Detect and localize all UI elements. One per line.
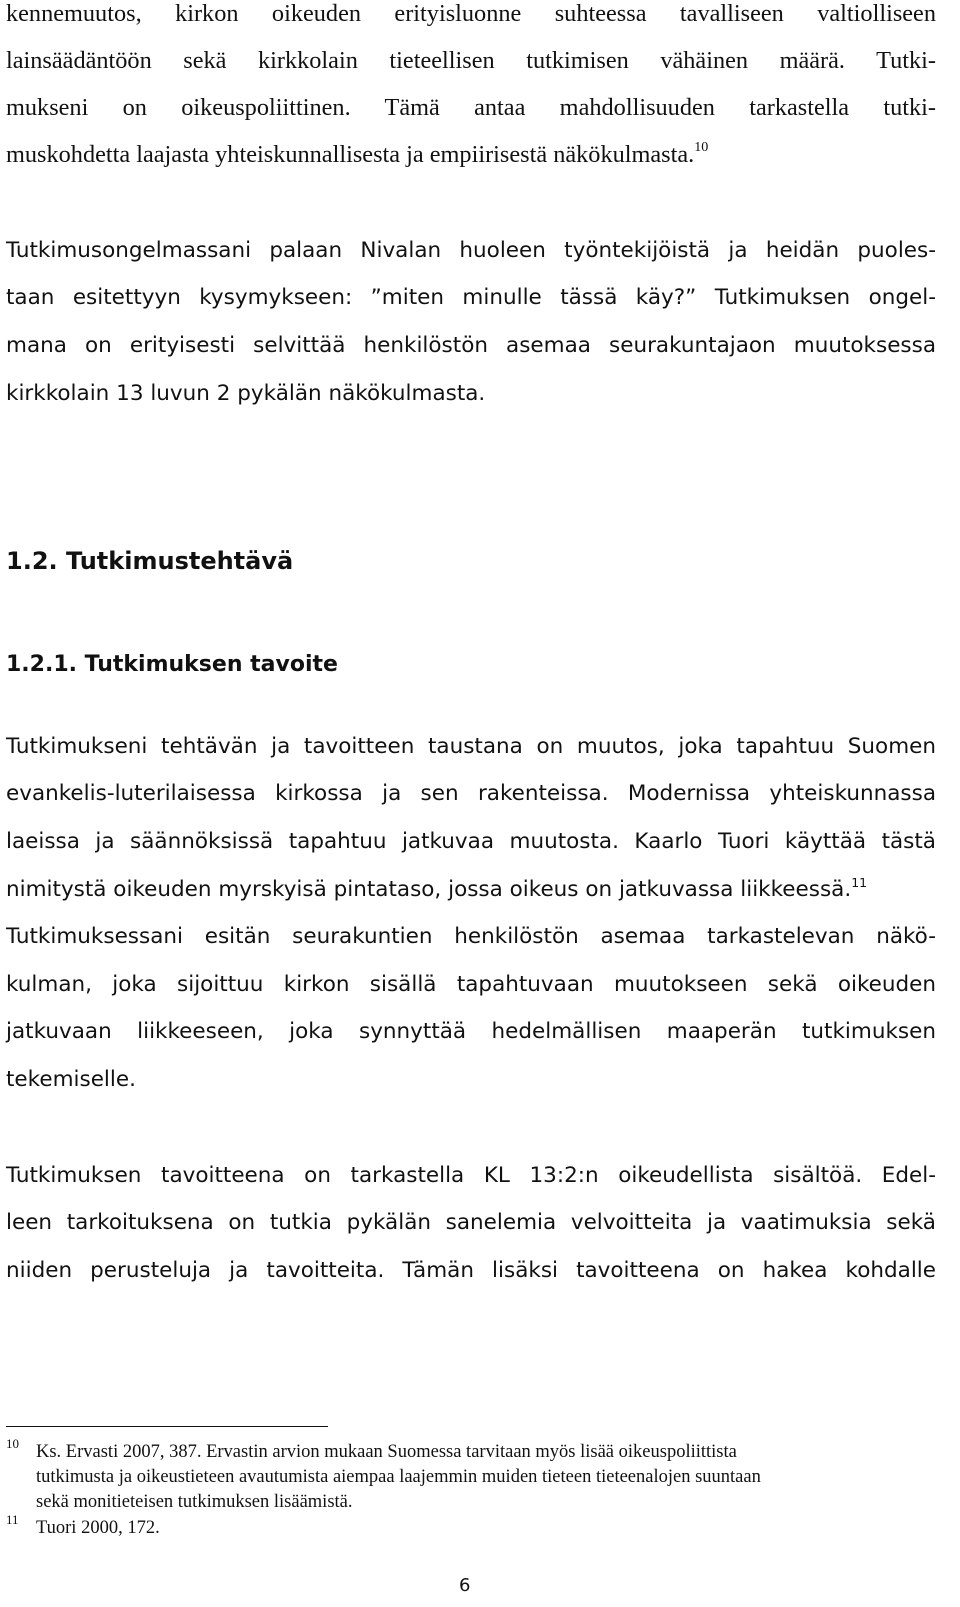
footnote-separator: [6, 1426, 328, 1427]
footnote-10-line-1: Ks. Ervasti 2007, 387. Ervastin arvion mukaan Suomessa tarvitaan myös lisää oikeuspoliittista: [36, 1442, 737, 1462]
intro-line-2: lainsäädäntöön sekä kirkkolain tieteellisen tutkimisen vähäinen määrä. Tutki-: [6, 47, 936, 74]
problem-line-1: Tutkimusongelmassani palaan Nivalan huoleen työntekijöistä ja heidän puoles-: [6, 238, 936, 263]
intro-line-3: mukseni on oikeuspoliittinen. Tämä antaa mahdollisuuden tarkastella tutki-: [6, 94, 936, 121]
aim-line-3: niiden perusteluja ja tavoitteita. Tämän lisäksi tavoitteena on hakea kohdalle: [6, 1258, 936, 1283]
page-number: 6: [459, 1575, 471, 1596]
problem-line-3: mana on erityisesti selvittää henkilöstön asemaa seurakuntajaon muutoksessa: [6, 333, 936, 358]
footnote-number: 10: [6, 1436, 19, 1451]
aim-line-1: Tutkimuksen tavoitteena on tarkastella KL 13:2:n oikeudellista sisältöä. Edel-: [6, 1163, 936, 1188]
problem-line-4: kirkkolain 13 luvun 2 pykälän näkökulmasta.: [6, 381, 486, 406]
goal-line-2: evankelis-luterilaisessa kirkossa ja sen rakenteissa. Modernissa yhteiskunnassa: [6, 781, 936, 806]
goal-line-6: kulman, joka sijoittuu kirkon sisällä tapahtuvaan muutokseen sekä oikeuden: [6, 972, 936, 997]
goal-line-5: Tutkimuksessani esitän seurakuntien henkilöstön asemaa tarkastelevan näkö-: [6, 924, 936, 949]
footnote-ref-10: 10: [694, 139, 709, 156]
intro-line-4: [6, 139, 936, 168]
goal-line-1: Tutkimukseni tehtävän ja tavoitteen taustana on muutos, joka tapahtuu Suomen: [6, 734, 936, 759]
intro-line-4-text: muskohdetta laajasta yhteiskunnallisesta ja empiirisestä näkökulmasta.: [6, 141, 695, 168]
aim-line-2: leen tarkoituksena on tutkia pykälän sanelemia velvoitteita ja vaatimuksia sekä: [6, 1210, 936, 1235]
subsection-heading: 1.2.1. Tutkimuksen tavoite: [6, 652, 338, 677]
goal-line-7: jatkuvaan liikkeeseen, joka synnyttää hedelmällisen maaperän tutkimuksen: [6, 1019, 936, 1044]
goal-line-4: [6, 874, 936, 902]
footnote-11-line-1: Tuori 2000, 172.: [36, 1518, 160, 1538]
section-heading: 1.2. Tutkimustehtävä: [6, 547, 294, 575]
goal-line-8: tekemiselle.: [6, 1067, 136, 1092]
footnote-ref-11: 11: [851, 874, 868, 890]
footnote-number: 11: [6, 1512, 19, 1527]
goal-line-3: laeissa ja säännöksissä tapahtuu jatkuvaa muutosta. Kaarlo Tuori käyttää tästä: [6, 829, 936, 854]
footnote-10-line-2: tutkimusta ja oikeustieteen avautumista aiempaa laajemmin muiden tieteen tieteenalojen suuntaan: [36, 1467, 761, 1487]
intro-line-1: kennemuutos, kirkon oikeuden erityisluonne suhteessa tavalliseen valtiolliseen: [6, 0, 936, 27]
problem-line-2: taan esitettyyn kysymykseen: ”miten minulle tässä käy?” Tutkimuksen ongel-: [6, 285, 936, 310]
footnote-10-line-3: sekä monitieteisen tutkimuksen lisäämistä.: [36, 1492, 353, 1512]
goal-line-4-text: nimitystä oikeuden myrskyisä pintataso, jossa oikeus on jatkuvassa liikkeessä.: [6, 877, 852, 902]
